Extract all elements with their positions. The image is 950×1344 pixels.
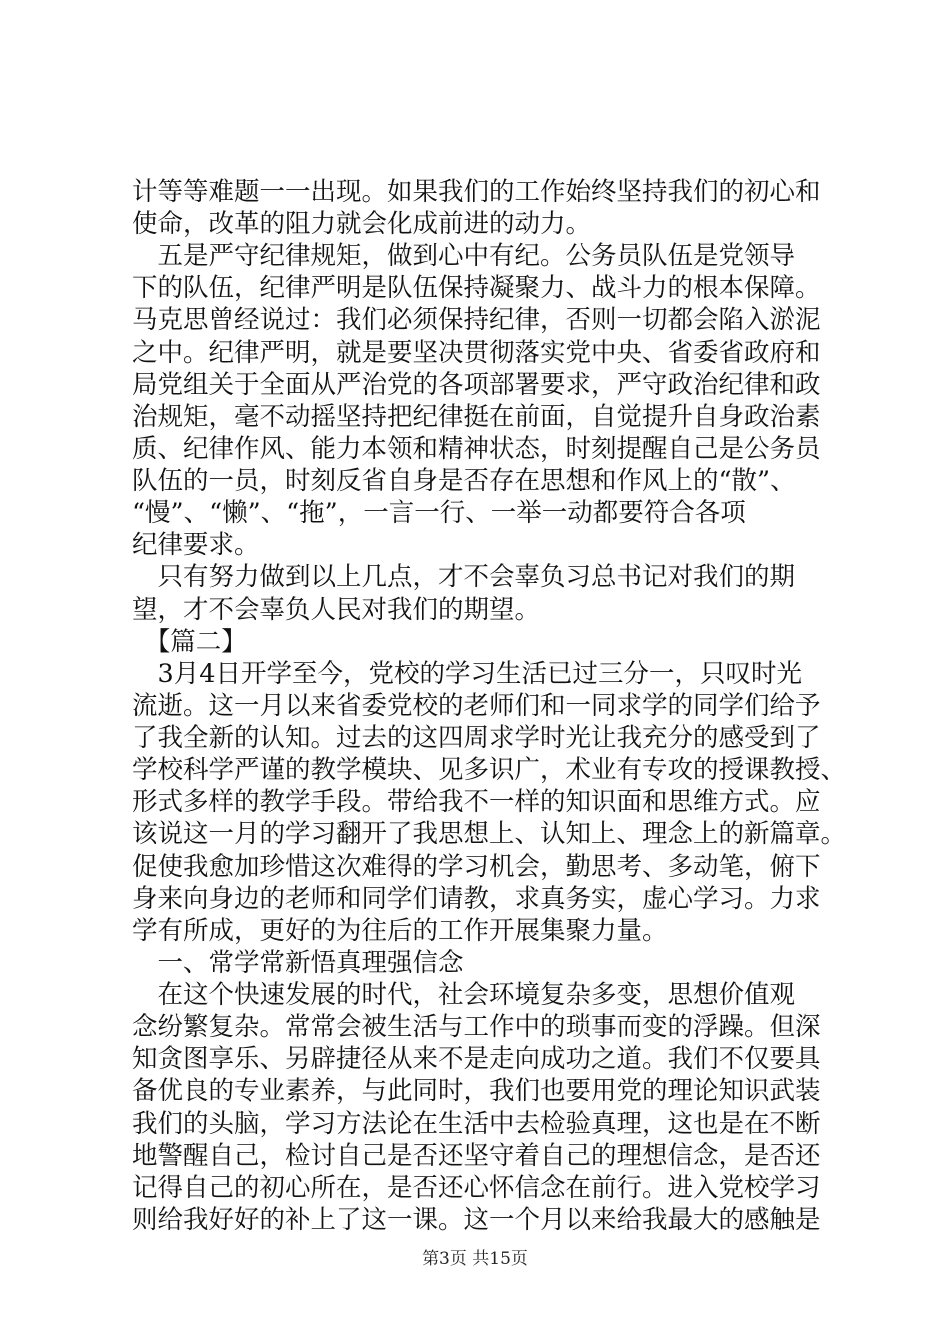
subsection-heading: 一、常学常新悟真理强信念 <box>132 947 464 978</box>
text-line: 我们的头脑，学习方法论在生活中去检验真理，这也是在不断 <box>132 1108 821 1139</box>
text-line: 则给我好好的补上了这一课。这一个月以来给我最大的感触是 <box>132 1204 821 1235</box>
text-line: 计等等难题一一出现。如果我们的工作始终坚持我们的初心和 <box>132 177 821 207</box>
text-line: 知贪图享乐、另辟捷径从来不是走向成功之道。我们不仅要具 <box>132 1044 821 1075</box>
text-line: 局党组关于全面从严治党的各项部署要求，严守政治纪律和政 <box>132 369 821 400</box>
text-line: 了我全新的认知。过去的这四周求学时光让我充分的感受到了 <box>132 723 821 754</box>
text-line: 五是严守纪律规矩，做到心中有纪。公务员队伍是党领导 <box>132 241 796 272</box>
section-heading: 【篇二】 <box>132 626 247 657</box>
text-line: 该说这一月的学习翻开了我思想上、认知上、理念上的新篇章。 <box>132 819 847 850</box>
text-line: 备优良的专业素养，与此同时，我们也要用党的理论知识武装 <box>132 1076 821 1107</box>
text-line: 纪律要求。 <box>132 530 260 561</box>
text-line: 队伍的一员，时刻反省自身是否存在思想和作风上的“散”、 <box>132 466 796 497</box>
text-line: 流逝。这一月以来省委党校的老师们和一同求学的同学们给予 <box>132 690 821 721</box>
text-line: 下的队伍，纪律严明是队伍保持凝聚力、战斗力的根本保障。 <box>132 273 821 304</box>
text-line: 之中。纪律严明，就是要坚决贯彻落实党中央、省委省政府和 <box>132 337 821 368</box>
text-line: 学有所成，更好的为往后的工作开展集聚力量。 <box>132 915 668 946</box>
text-line: 在这个快速发展的时代，社会环境复杂多变，思想价值观 <box>132 980 796 1011</box>
text-line: 念纷繁复杂。常常会被生活与工作中的琐事而变的浮躁。但深 <box>132 1012 821 1043</box>
text-line: 3月4日开学至今，党校的学习生活已过三分一，只叹时光 <box>132 658 802 689</box>
text-line: “慢”、“懒”、“拖”，一言一行、一举一动都要符合各项 <box>132 498 746 529</box>
text-line: 记得自己的初心所在，是否还心怀信念在前行。进入党校学习 <box>132 1172 821 1203</box>
text-line: 学校科学严谨的教学模块、见多识广，术业有专攻的授课教授、 <box>132 755 847 786</box>
page-footer: 第3页 共15页 <box>422 1249 528 1269</box>
text-line: 地警醒自己，检讨自己是否还坚守着自己的理想信念，是否还 <box>132 1140 821 1171</box>
text-line: 治规矩，毫不动摇坚持把纪律挺在前面，自觉提升自身政治素 <box>132 401 821 432</box>
text-line: 促使我愈加珍惜这次难得的学习机会，勤思考、多动笔，俯下 <box>132 851 821 882</box>
text-line: 只有努力做到以上几点，才不会辜负习总书记对我们的期 <box>132 562 796 593</box>
text-line: 马克思曾经说过：我们必须保持纪律，否则一切都会陷入淤泥 <box>132 305 821 336</box>
text-line: 使命，改革的阻力就会化成前进的动力。 <box>132 209 592 240</box>
text-line: 身来向身边的老师和同学们请教，求真务实，虚心学习。力求 <box>132 883 821 914</box>
text-line: 望，才不会辜负人民对我们的期望。 <box>132 594 541 625</box>
text-line: 质、纪律作风、能力本领和精神状态，时刻提醒自己是公务员 <box>132 433 821 464</box>
text-line: 形式多样的教学手段。带给我不一样的知识面和思维方式。应 <box>132 787 821 818</box>
